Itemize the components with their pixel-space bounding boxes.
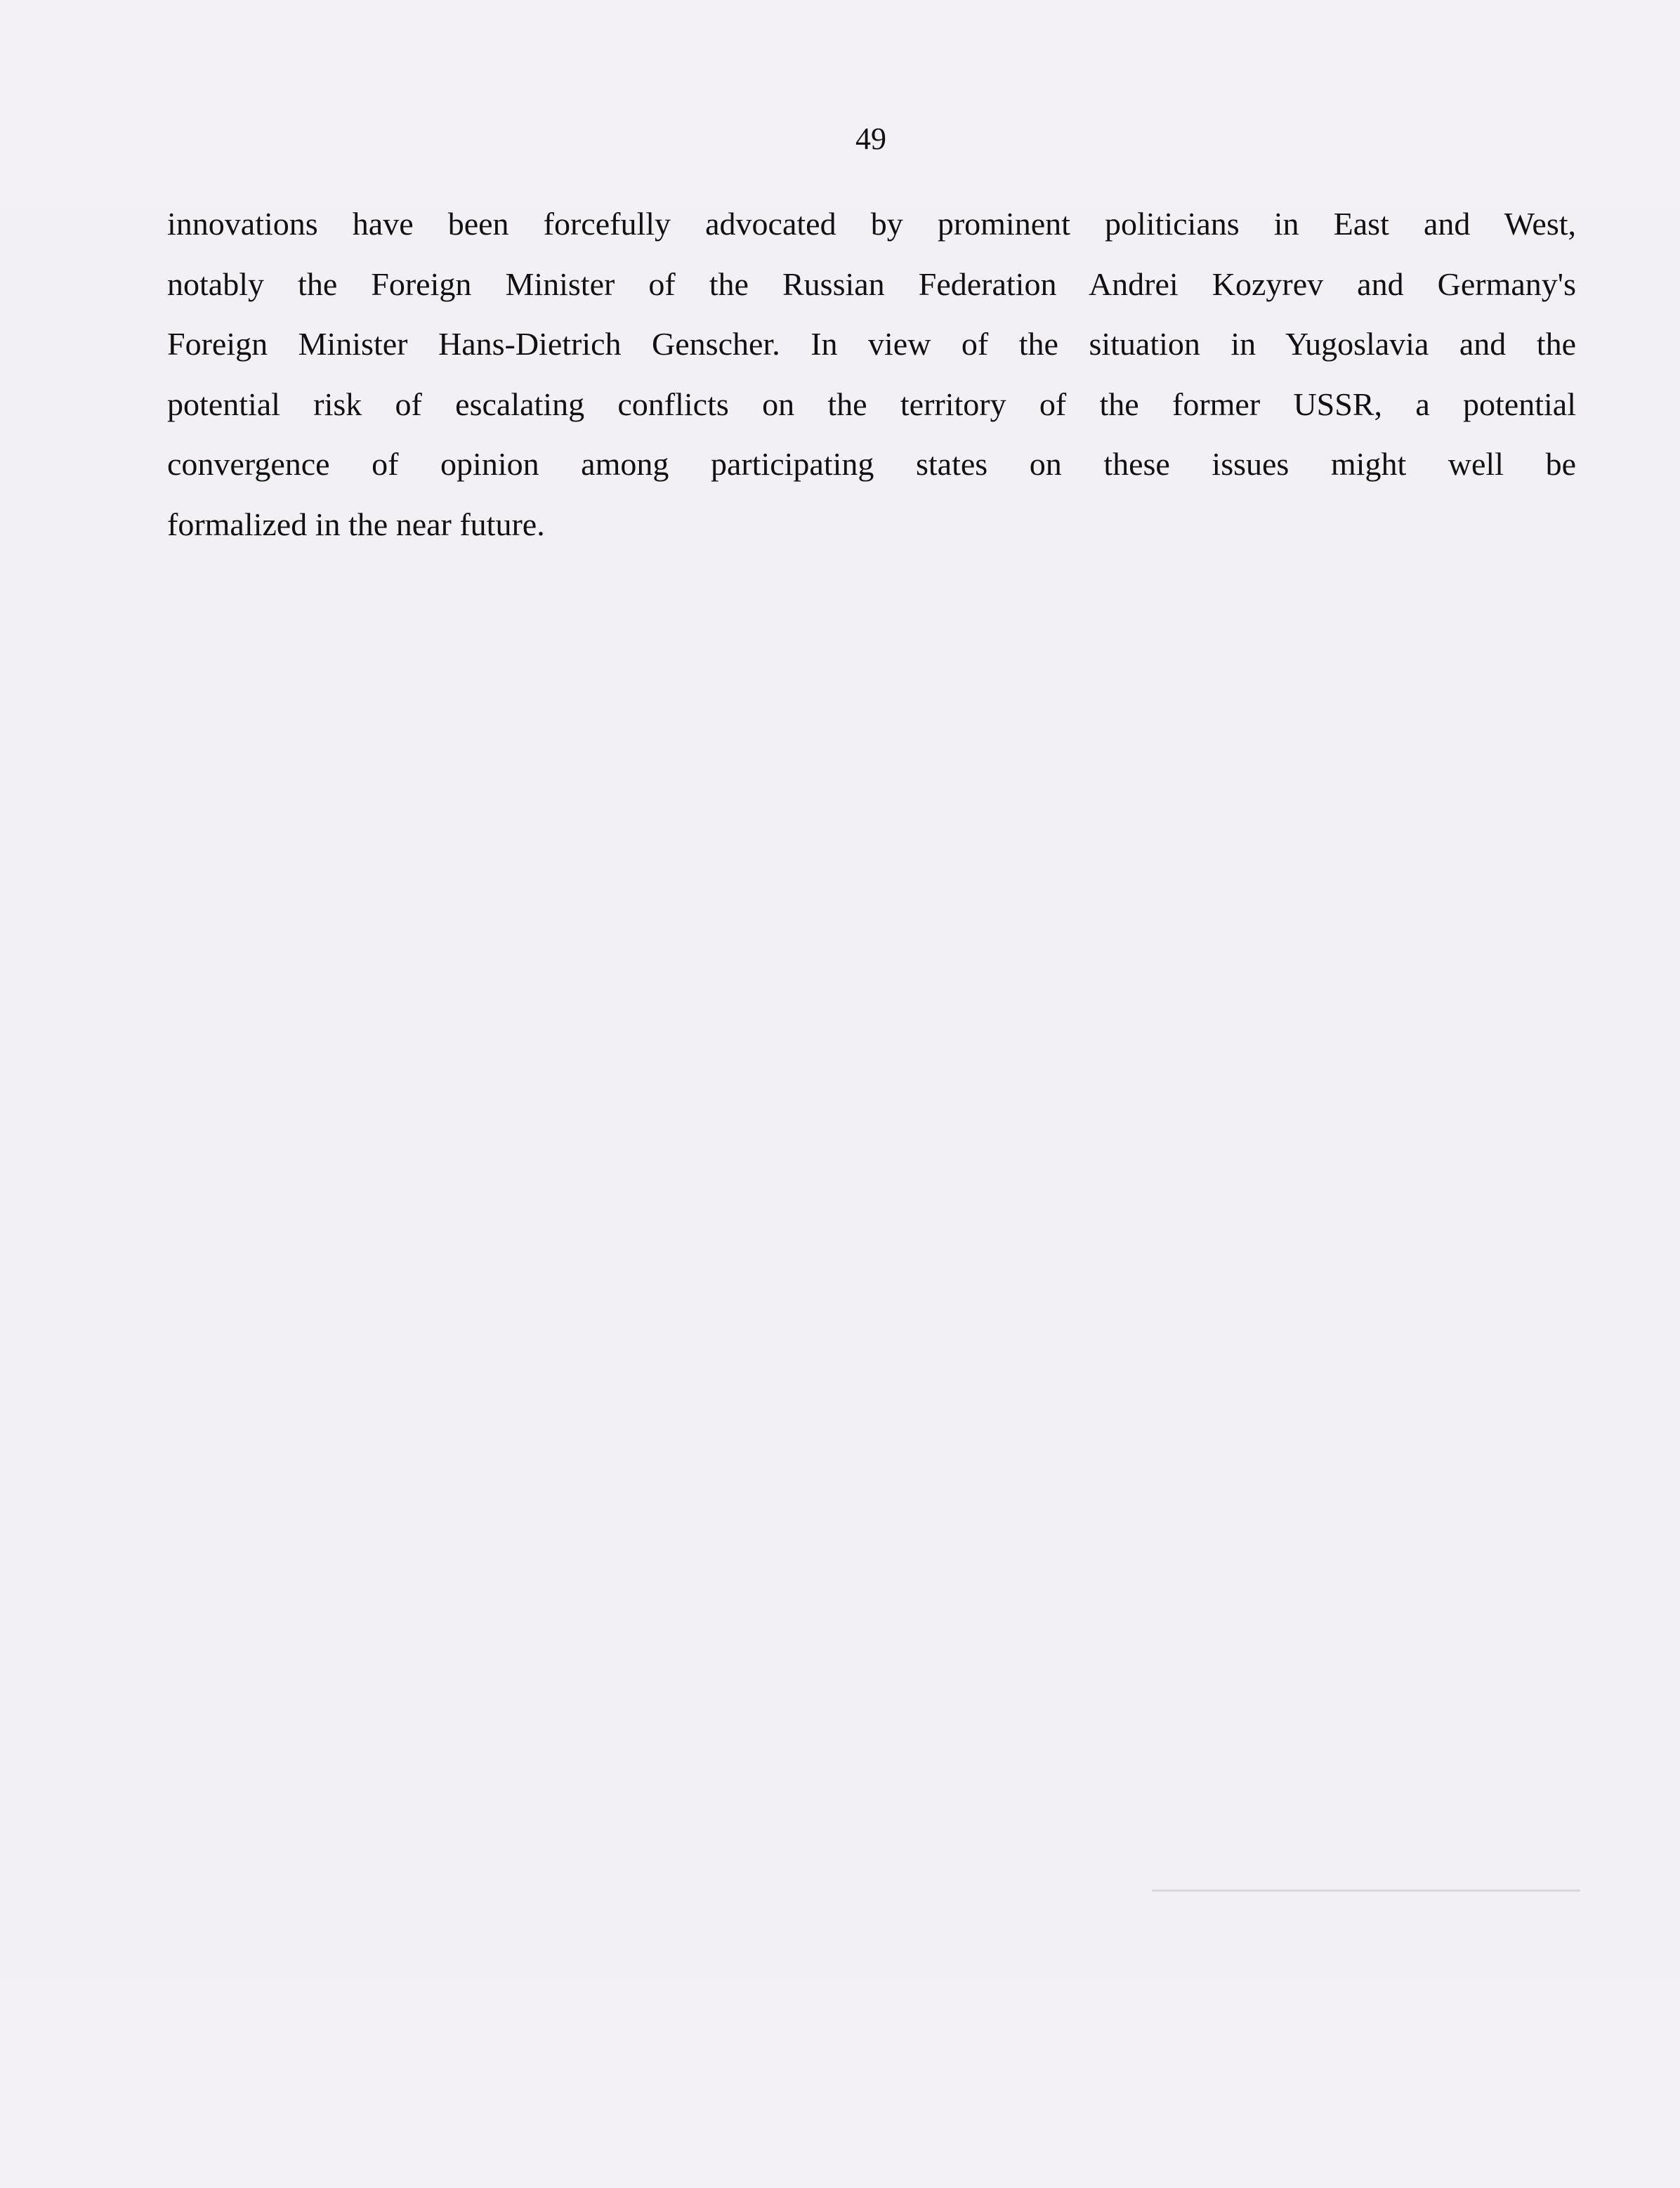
paragraph-line: convergence of opinion among participating states on these issues might well be	[167, 446, 1576, 482]
body-paragraph	[167, 194, 1576, 554]
paragraph-line: formalized in the near future.	[167, 506, 545, 542]
paragraph-line: notably the Foreign Minister of the Russian Federation Andrei Kozyrev and Germany's	[167, 266, 1576, 302]
paragraph-line: potential risk of escalating conflicts on the territory of the former USSR, a potential	[167, 386, 1576, 422]
show-through-rule	[1152, 1889, 1580, 1892]
paragraph-line: Foreign Minister Hans-Dietrich Genscher. In view of the situation in Yugoslavia and the	[167, 326, 1576, 362]
page-number: 49	[855, 122, 886, 156]
paragraph-line: innovations have been forcefully advocated by prominent politicians in East and West,	[167, 206, 1576, 242]
